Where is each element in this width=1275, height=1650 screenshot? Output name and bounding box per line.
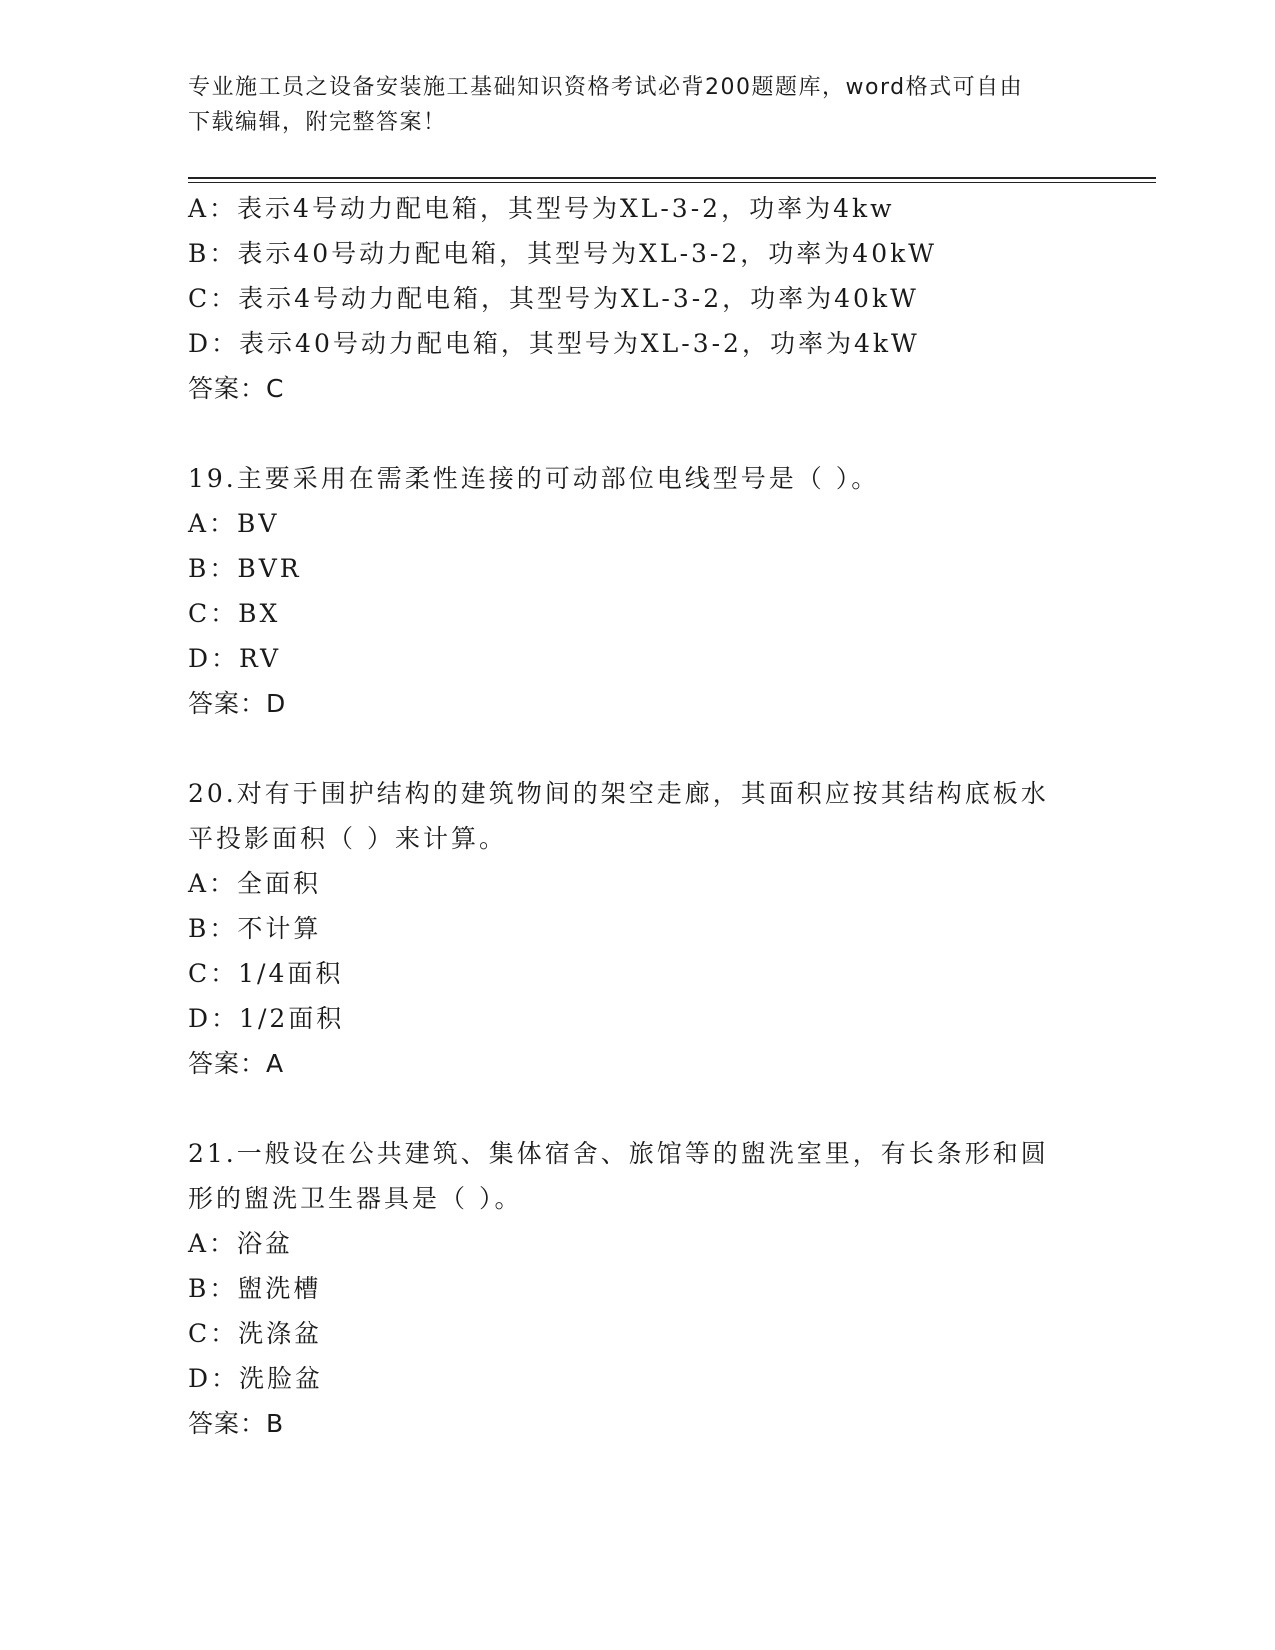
q20-option-a: A：全面积 bbox=[188, 869, 322, 898]
q18-option-d: D：表示40号动力配电箱，其型号为XL-3-2，功率为4kW bbox=[188, 329, 920, 358]
q20-question-line-1: 20.对有于围护结构的建筑物间的架空走廊，其面积应按其结构底板水 bbox=[188, 779, 1049, 808]
q19-question: 19.主要采用在需柔性连接的可动部位电线型号是（ ）。 bbox=[188, 464, 880, 493]
q18-option-c: C：表示4号动力配电箱，其型号为XL-3-2，功率为40kW bbox=[188, 284, 919, 313]
q21-option-c: C：洗涤盆 bbox=[188, 1319, 323, 1348]
q20-question-line-2: 平投影面积（ ）来计算。 bbox=[188, 824, 507, 853]
q19-option-d: D：RV bbox=[188, 644, 282, 673]
q19-answer: 答案：D bbox=[188, 689, 287, 718]
q21-option-d: D：洗脸盆 bbox=[188, 1364, 324, 1393]
q18-option-b: B：表示40号动力配电箱，其型号为XL-3-2，功率为40kW bbox=[188, 239, 937, 268]
document-header bbox=[188, 70, 1088, 140]
q21-question-line-2: 形的盥洗卫生器具是（ ）。 bbox=[188, 1184, 523, 1213]
q21-answer: 答案：B bbox=[188, 1409, 285, 1438]
q21-question-line-1: 21.一般设在公共建筑、集体宿舍、旅馆等的盥洗室里，有长条形和圆 bbox=[188, 1139, 1049, 1168]
q18-answer: 答案：C bbox=[188, 374, 285, 403]
q21-option-a: A：浴盆 bbox=[188, 1229, 294, 1258]
header-line-2: 下载编辑，附完整答案！ bbox=[188, 110, 447, 135]
q20-option-b: B：不计算 bbox=[188, 914, 322, 943]
header-divider bbox=[188, 177, 1156, 179]
q20-option-c: C：1/4面积 bbox=[188, 959, 344, 988]
q21-option-b: B：盥洗槽 bbox=[188, 1274, 322, 1303]
header-divider-thin bbox=[188, 182, 1156, 183]
q19-option-c: C：BX bbox=[188, 599, 281, 628]
q19-option-b: B：BVR bbox=[188, 554, 302, 583]
q18-option-a: A：表示4号动力配电箱，其型号为XL-3-2，功率为4kw bbox=[188, 194, 895, 223]
q20-option-d: D：1/2面积 bbox=[188, 1004, 345, 1033]
q19-option-a: A：BV bbox=[188, 509, 280, 538]
q20-answer: 答案：A bbox=[188, 1049, 285, 1078]
header-line-1: 专业施工员之设备安装施工基础知识资格考试必背200题题库，word格式可自由 bbox=[188, 75, 1024, 100]
